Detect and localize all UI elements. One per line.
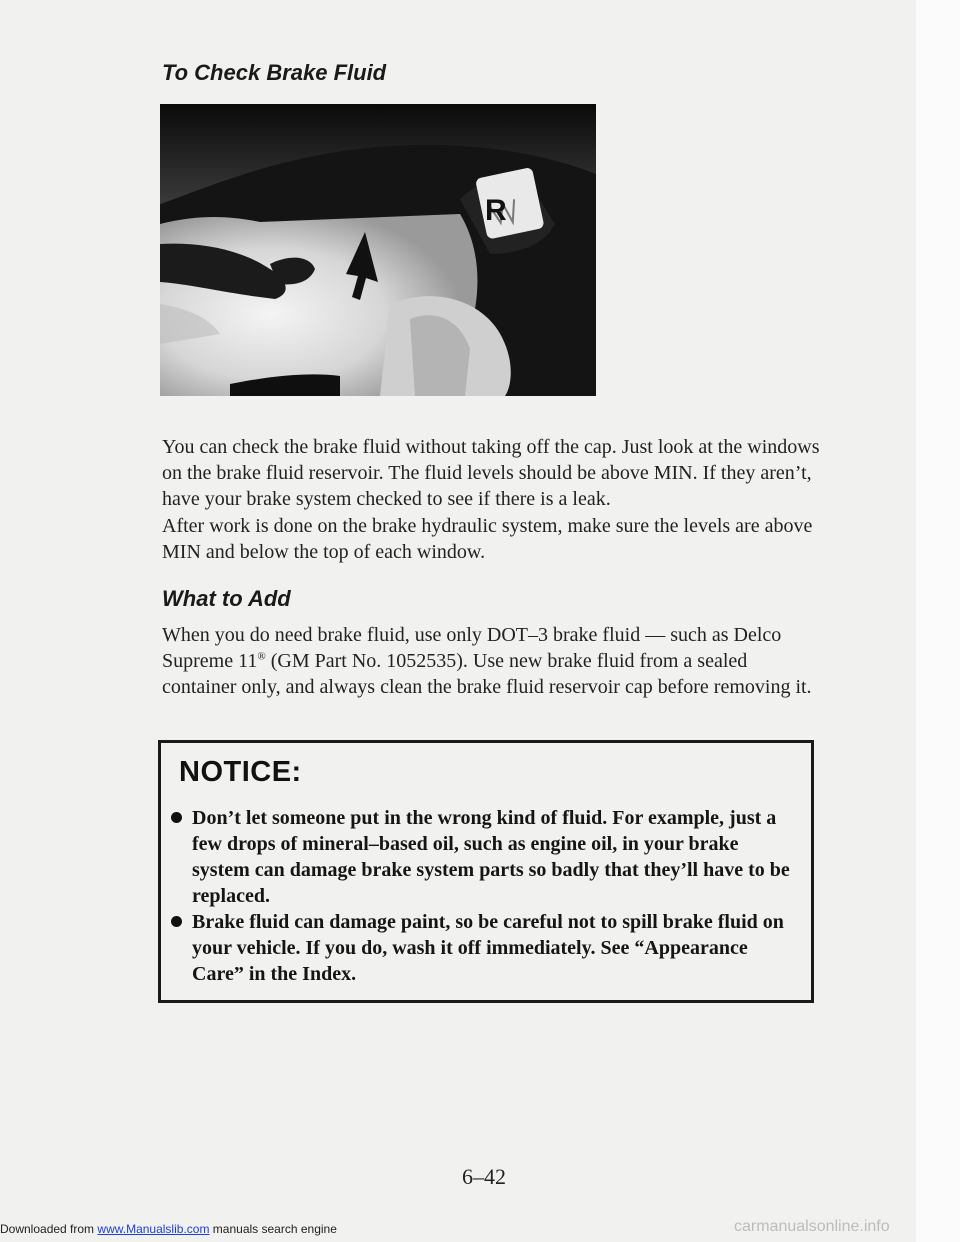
page-number: 6–42 <box>462 1164 506 1189</box>
manualslib-link[interactable]: www.Manualslib.com <box>97 1222 210 1236</box>
paragraph-after-hydraulic-work: After work is done on the brake hydraulic system, make sure the levels are above MIN and below the top of each window. <box>162 515 813 563</box>
paragraph-dot3-fluid <box>162 622 822 700</box>
registered-mark: ® <box>257 650 266 663</box>
watermark-text: carmanualsonline.info <box>734 1218 890 1235</box>
notice-bullet-text: Don’t let someone put in the wrong kind of fluid. For example, just a few drops of mineral–based oil, such as engine oil, in your brake system can damage brake system parts so badly that they’ll have to be replaced. <box>192 807 790 907</box>
bullet-dot-icon <box>171 916 182 927</box>
section-heading-check-brake-fluid: To Check Brake Fluid <box>162 60 387 85</box>
reservoir-cap-letter: R <box>485 194 507 227</box>
download-footer <box>0 1222 337 1236</box>
brake-fluid-reservoir-photo <box>160 104 596 396</box>
section-heading-what-to-add: What to Add <box>162 586 291 611</box>
notice-box <box>158 740 814 1003</box>
page-right-margin <box>916 0 960 1242</box>
notice-bullet-text: Brake fluid can damage paint, so be careful not to spill brake fluid on your vehicle. If you do, wash it off immediately. See “Appearance Care” in the Index. <box>192 911 784 985</box>
paragraph-check-without-cap: You can check the brake fluid without taking off the cap. Just look at the windows on the brake fluid reservoir. The fluid levels should be above MIN. If they aren’t, have your brake system checked to see if there is a leak. <box>162 436 820 510</box>
bullet-dot-icon <box>171 812 182 823</box>
footer-suffix: manuals search engine <box>212 1222 337 1236</box>
paragraph-dot3-text-start: When you do need brake fluid, use only DOT–3 brake fluid — such as Delco Supreme 11 <box>162 624 782 672</box>
footer-prefix: Downloaded from <box>0 1222 95 1236</box>
paragraph-dot3-text-end: (GM Part No. 1052535). Use new brake fluid from a sealed container only, and always clean the brake fluid reservoir cap before removing it. <box>162 650 812 698</box>
notice-title: NOTICE: <box>179 756 302 788</box>
